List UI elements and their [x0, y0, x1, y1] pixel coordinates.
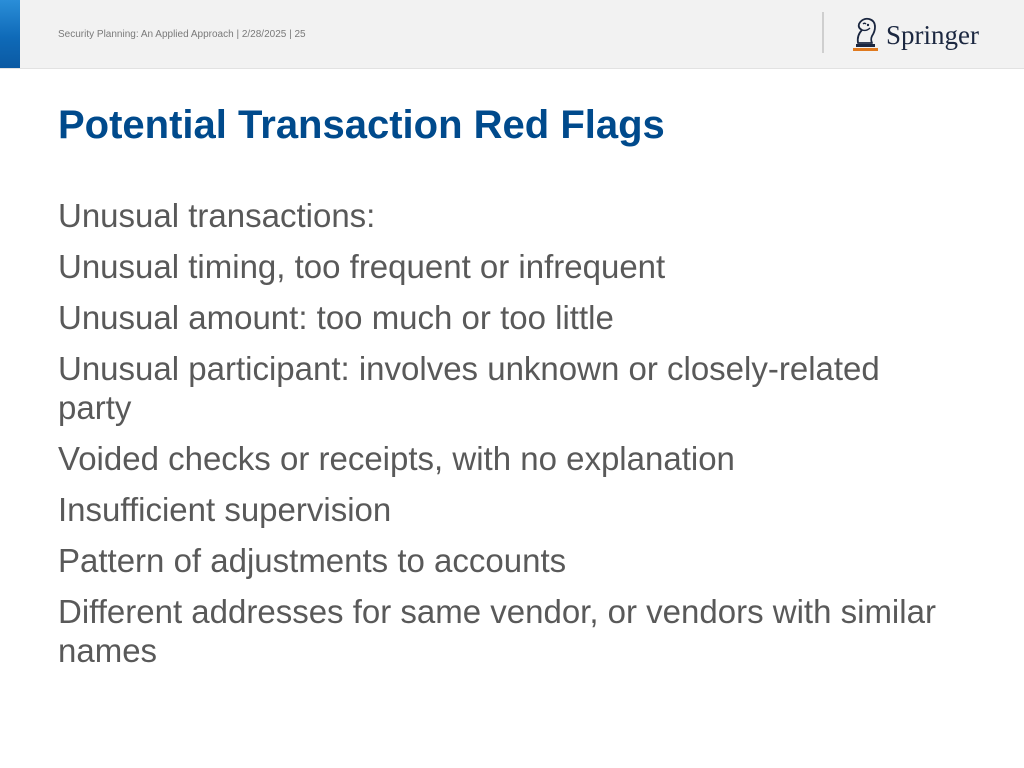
bullet-item: Insufficient supervision: [58, 491, 392, 528]
accent-bar: [0, 0, 20, 68]
bullet-list: [58, 196, 958, 682]
footer-text: Security Planning: An Applied Approach | 2/28/2025 | 25: [58, 29, 306, 40]
bullet-item: Unusual timing, too frequent or infrequent: [58, 248, 666, 285]
bullet-item: Unusual amount: too much or too little: [58, 299, 614, 336]
slide-title: Potential Transaction Red Flags: [58, 103, 665, 147]
bullet-item: Unusual transactions:: [58, 197, 376, 234]
bullet-item: Different addresses for same vendor, or vendors with similar names: [58, 593, 936, 669]
bullet-item: Voided checks or receipts, with no explanation: [58, 440, 735, 477]
logo-wordmark: Springer: [886, 19, 979, 50]
springer-logo: [850, 14, 979, 54]
logo-divider: [822, 12, 824, 53]
header-band: [0, 0, 1024, 69]
bullet-item: Unusual participant: involves unknown or closely-related party: [58, 350, 880, 426]
chess-knight-icon: [850, 16, 880, 52]
bullet-item: Pattern of adjustments to accounts: [58, 542, 567, 579]
